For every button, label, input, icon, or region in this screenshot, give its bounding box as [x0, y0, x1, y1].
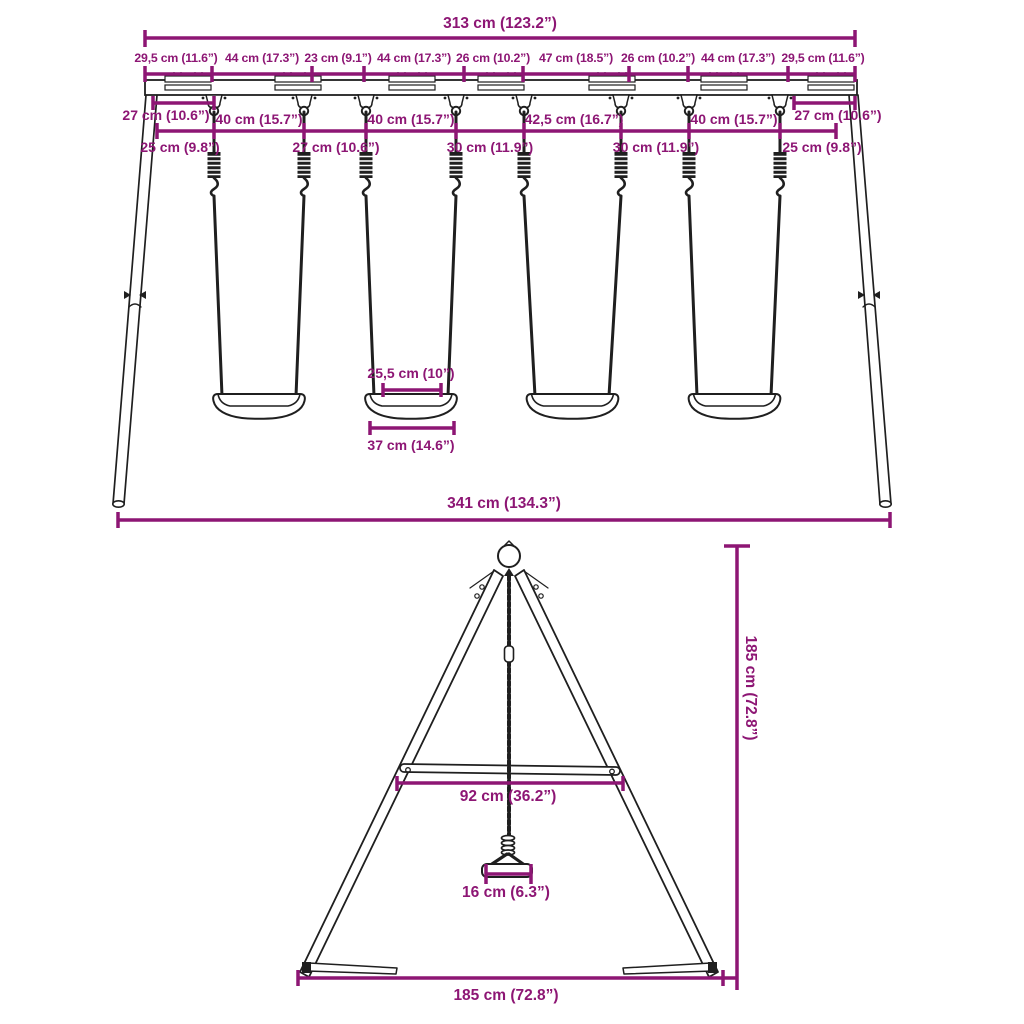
dim-label-gap-above-2: 40 cm (15.7”)	[367, 111, 455, 127]
dim-label-frame-height: 185 cm (72.8”)	[742, 635, 759, 741]
dim-label-beam-seg-1: 29,5 cm (11.6”)	[134, 51, 218, 65]
left-leg-joint	[124, 291, 146, 307]
dim-line-seat-width	[370, 421, 454, 435]
swing-seat-3	[527, 394, 619, 419]
dim-label-crossbar: 92 cm (36.2”)	[459, 788, 557, 805]
swing-seat-4	[689, 394, 781, 419]
dim-line-frame-height	[724, 546, 750, 990]
dim-label-beam-seg-7: 26 cm (10.2”)	[621, 51, 695, 65]
swing-seat-1	[213, 394, 305, 419]
dim-label-handle: 16 cm (6.3”)	[462, 884, 550, 901]
dim-label-gap-below-5: 25 cm (9.8”)	[782, 139, 862, 155]
swing-seat-2	[365, 394, 457, 419]
dim-label-base-depth: 185 cm (72.8”)	[453, 987, 559, 1004]
dim-line-base-total	[118, 512, 890, 528]
dim-label-gap-above-1: 40 cm (15.7”)	[215, 111, 303, 127]
dim-label-beam-seg-9: 29,5 cm (11.6”)	[781, 51, 865, 65]
trapeze-chain	[482, 568, 532, 877]
ground-anchors	[302, 962, 717, 974]
swing-ropes	[214, 196, 780, 396]
dim-label-beam-seg-5: 26 cm (10.2”)	[456, 51, 530, 65]
front-structure	[113, 72, 891, 507]
front-right-leg	[849, 95, 891, 507]
side-dimension-labels	[453, 635, 759, 1004]
dim-label-gap-above-4: 40 cm (15.7”)	[690, 111, 778, 127]
dim-label-gap-below-4: 30 cm (11.9”)	[612, 139, 700, 155]
dim-label-base-total: 341 cm (134.3”)	[447, 495, 561, 512]
dim-label-offset-right: 27 cm (10.6”)	[794, 107, 882, 123]
dim-label-gap-below-1: 25 cm (9.8”)	[140, 139, 220, 155]
dim-line-beam-total	[145, 30, 855, 47]
dim-label-gap-below-3: 30 cm (11.9”)	[446, 139, 534, 155]
dim-label-gap-above-3: 42,5 cm (16.7”)	[524, 111, 624, 127]
side-view	[298, 541, 759, 1004]
apex-beam-end	[498, 545, 520, 567]
dim-label-beam-seg-8: 44 cm (17.3”)	[701, 51, 775, 65]
front-view	[113, 15, 891, 528]
swing-seats	[213, 394, 780, 419]
dim-label-beam-seg-3: 23 cm (9.1”)	[304, 51, 372, 65]
dim-label-beam-total: 313 cm (123.2”)	[443, 15, 557, 32]
dim-label-seat-width: 37 cm (14.6”)	[367, 437, 455, 453]
dim-label-beam-seg-2: 44 cm (17.3”)	[225, 51, 299, 65]
dim-label-beam-seg-6: 47 cm (18.5”)	[539, 51, 613, 65]
dim-label-offset-left: 27 cm (10.6”)	[122, 107, 210, 123]
front-left-leg	[113, 95, 157, 507]
dim-label-beam-seg-4: 44 cm (17.3”)	[377, 51, 451, 65]
dim-label-gap-below-2: 27 cm (10.6”)	[292, 139, 380, 155]
right-leg-joint	[858, 291, 880, 307]
dim-label-seat-grip: 25,5 cm (10”)	[367, 365, 455, 381]
side-structure	[300, 541, 718, 977]
